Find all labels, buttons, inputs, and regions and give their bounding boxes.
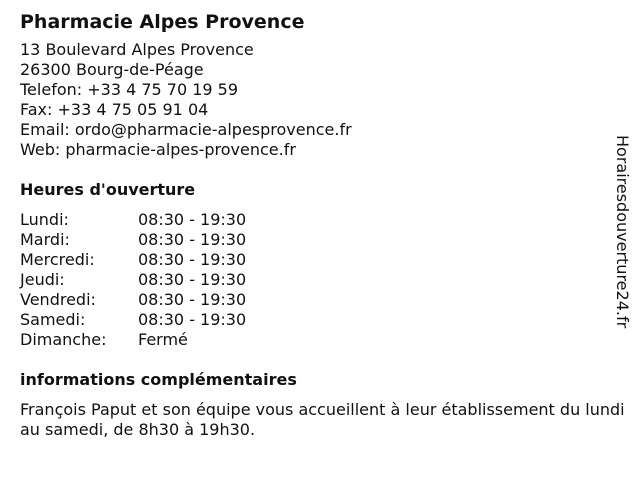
email-line: Email: ordo@pharmacie-alpesprovence.fr bbox=[20, 120, 352, 139]
hours-time: Fermé bbox=[138, 330, 188, 349]
additional-info-heading: informations complémentaires bbox=[20, 370, 297, 389]
hours-day: Vendredi: bbox=[20, 290, 96, 309]
additional-info-text: François Paput et son équipe vous accueillent à leur établissement du lundi au samedi, de 8h30 à 19h30. bbox=[20, 400, 625, 439]
hours-day: Dimanche: bbox=[20, 330, 107, 349]
opening-hours-list bbox=[20, 210, 620, 350]
hours-time: 08:30 - 19:30 bbox=[138, 230, 247, 249]
phone-line: Telefon: +33 4 75 70 19 59 bbox=[20, 80, 239, 99]
hours-row-thursday bbox=[20, 270, 620, 290]
site-watermark: Horairesdouverture24.fr bbox=[613, 135, 632, 329]
opening-hours-heading: Heures d'ouverture bbox=[20, 180, 196, 199]
hours-day: Jeudi: bbox=[20, 270, 65, 289]
hours-day: Mercredi: bbox=[20, 250, 95, 269]
hours-row-saturday bbox=[20, 310, 620, 330]
hours-row-sunday bbox=[20, 330, 620, 350]
hours-time: 08:30 - 19:30 bbox=[138, 290, 247, 309]
web-line: Web: pharmacie-alpes-provence.fr bbox=[20, 140, 296, 159]
hours-time: 08:30 - 19:30 bbox=[138, 250, 247, 269]
pharmacy-name: Pharmacie Alpes Provence bbox=[20, 11, 305, 33]
hours-row-tuesday bbox=[20, 230, 620, 250]
hours-row-friday bbox=[20, 290, 620, 310]
hours-time: 08:30 - 19:30 bbox=[138, 310, 247, 329]
city-line: 26300 Bourg-de-Péage bbox=[20, 60, 204, 79]
hours-row-wednesday bbox=[20, 250, 620, 270]
hours-day: Mardi: bbox=[20, 230, 70, 249]
fax-line: Fax: +33 4 75 05 91 04 bbox=[20, 100, 209, 119]
street-address: 13 Boulevard Alpes Provence bbox=[20, 40, 254, 59]
hours-time: 08:30 - 19:30 bbox=[138, 270, 247, 289]
hours-time: 08:30 - 19:30 bbox=[138, 210, 247, 229]
hours-row-monday bbox=[20, 210, 620, 230]
hours-day: Samedi: bbox=[20, 310, 86, 329]
hours-day: Lundi: bbox=[20, 210, 69, 229]
